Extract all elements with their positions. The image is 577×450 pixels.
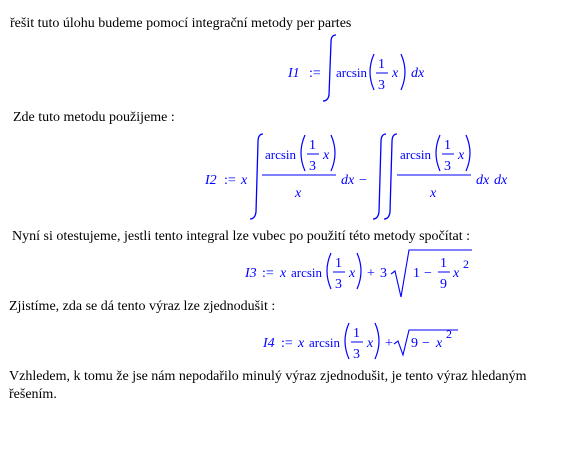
numerator-1: 1	[444, 138, 451, 153]
variable-x: x	[241, 173, 248, 188]
formula-i1	[287, 35, 425, 101]
minus-sign: −	[422, 336, 430, 351]
right-paren	[375, 323, 379, 359]
variable-x: x	[280, 266, 287, 281]
formula-i2-label: I2	[205, 173, 217, 188]
assign-sign: :=	[224, 173, 236, 188]
left-paren	[345, 323, 349, 359]
formula-i2	[204, 134, 508, 219]
assign-sign: :=	[281, 336, 293, 351]
formula-i1-label: I1	[288, 66, 300, 81]
method-text: Zde tuto metodu použijeme :	[13, 110, 175, 125]
arcsin-text: arcsin	[336, 65, 368, 80]
variable-x: x	[453, 266, 460, 281]
test-text: Nyní si otestujeme, jestli tento integral lze vubec po použití této metody spočítat :	[12, 229, 471, 244]
differential-dx: dx	[411, 66, 425, 81]
denominator-3: 3	[353, 347, 360, 362]
integral-sign	[384, 134, 397, 219]
simplify-text: Zjistíme, zda se dá tento výraz lze zjednodušit :	[9, 299, 276, 314]
differential-dx: dx	[494, 173, 508, 188]
denominator-3: 3	[378, 78, 385, 93]
numerator-1: 1	[378, 57, 385, 72]
intro-text: řešit tuto úlohu budeme pomocí integrační metody per partes	[10, 16, 352, 31]
conclusion-text: Vzhledem, k tomu že jse nám nepodařilo minulý výraz zjednodušit, je tento výraz hledaným řešením.	[9, 369, 527, 402]
differential-dx: dx	[341, 173, 355, 188]
right-paren	[357, 253, 361, 289]
denominator-9: 9	[440, 277, 447, 292]
minus-sign: −	[424, 266, 432, 281]
arcsin-text: arcsin	[400, 147, 432, 162]
integral-sign	[250, 134, 263, 219]
constant-9: 9	[411, 336, 418, 351]
denominator-x: x	[295, 186, 302, 201]
left-paren	[436, 135, 440, 171]
numerator-1: 1	[440, 256, 447, 271]
denominator-3: 3	[309, 159, 316, 174]
left-paren	[301, 135, 305, 171]
integral-sign	[373, 134, 386, 219]
arcsin-text: arcsin	[309, 335, 341, 350]
arcsin-text: arcsin	[291, 265, 323, 280]
left-paren	[370, 54, 374, 90]
left-paren	[327, 253, 331, 289]
right-paren	[331, 135, 335, 171]
variable-x: x	[323, 148, 330, 163]
constant-1: 1	[413, 266, 420, 281]
minus-sign: −	[359, 173, 367, 188]
variable-x: x	[349, 266, 356, 281]
right-paren	[466, 135, 470, 171]
arcsin-text: arcsin	[265, 147, 297, 162]
numerator-1: 1	[353, 326, 360, 341]
variable-x: x	[367, 336, 374, 351]
plus-sign: +	[385, 336, 393, 351]
integral-sign	[323, 35, 336, 101]
exponent-2: 2	[446, 327, 452, 341]
differential-dx: dx	[476, 173, 490, 188]
formula-i3	[244, 250, 472, 297]
coefficient-3: 3	[380, 266, 387, 281]
formula-i4	[262, 323, 458, 362]
denominator-3: 3	[444, 159, 451, 174]
variable-x: x	[436, 336, 443, 351]
denominator-3: 3	[335, 277, 342, 292]
variable-x: x	[298, 336, 305, 351]
denominator-x: x	[430, 186, 437, 201]
exponent-2: 2	[463, 257, 469, 271]
assign-sign: :=	[309, 66, 321, 81]
numerator-1: 1	[309, 138, 316, 153]
variable-x: x	[458, 148, 465, 163]
variable-x: x	[392, 66, 399, 81]
right-paren	[401, 54, 405, 90]
formula-i3-label: I3	[245, 266, 257, 281]
plus-sign: +	[367, 266, 375, 281]
numerator-1: 1	[335, 256, 342, 271]
assign-sign: :=	[262, 266, 274, 281]
formula-i4-label: I4	[263, 336, 275, 351]
